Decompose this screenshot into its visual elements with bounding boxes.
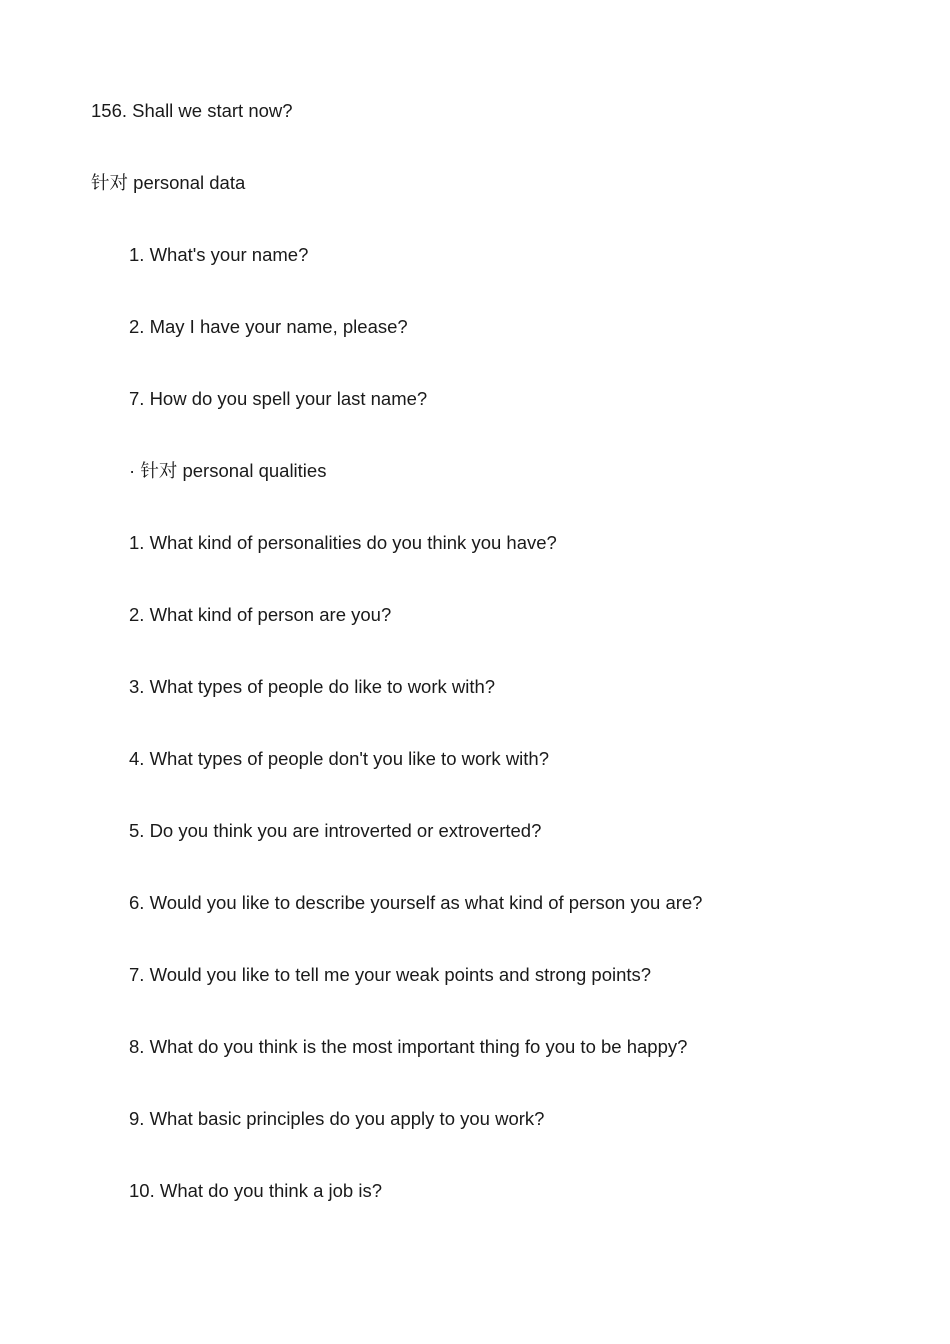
question-item: 10. What do you think a job is? — [129, 1180, 382, 1201]
question-item: 6. Would you like to describe yourself as what kind of person you are? — [129, 892, 703, 913]
question-item: 5. Do you think you are introverted or extroverted? — [129, 820, 542, 841]
question-item: 2. What kind of person are you? — [129, 604, 392, 625]
question-item: 2. May I have your name, please? — [129, 316, 408, 337]
section-heading-cjk: 针对 — [140, 461, 178, 482]
bullet-dot: · — [129, 460, 141, 481]
question-item: 7. Would you like to tell me your weak points and strong points? — [129, 964, 652, 985]
section-heading-text: personal qualities — [177, 460, 327, 481]
question-item: 1. What's your name? — [129, 244, 309, 265]
section-heading-text: personal data — [128, 172, 246, 193]
question-item: 1. What kind of personalities do you think you have? — [129, 532, 557, 553]
question-item: 7. How do you spell your last name? — [129, 388, 428, 409]
question-item: 3. What types of people do like to work with? — [129, 676, 496, 697]
section-heading-cjk: 针对 — [91, 173, 129, 194]
section-heading-personal-data — [91, 172, 245, 195]
question-item: 8. What do you think is the most important thing fo you to be happy? — [129, 1036, 688, 1057]
intro-question: 156. Shall we start now? — [91, 100, 293, 121]
question-item: 9. What basic principles do you apply to you work? — [129, 1108, 545, 1129]
section-heading-personal-qualities — [129, 460, 326, 483]
question-item: 4. What types of people don't you like to work with? — [129, 748, 550, 769]
